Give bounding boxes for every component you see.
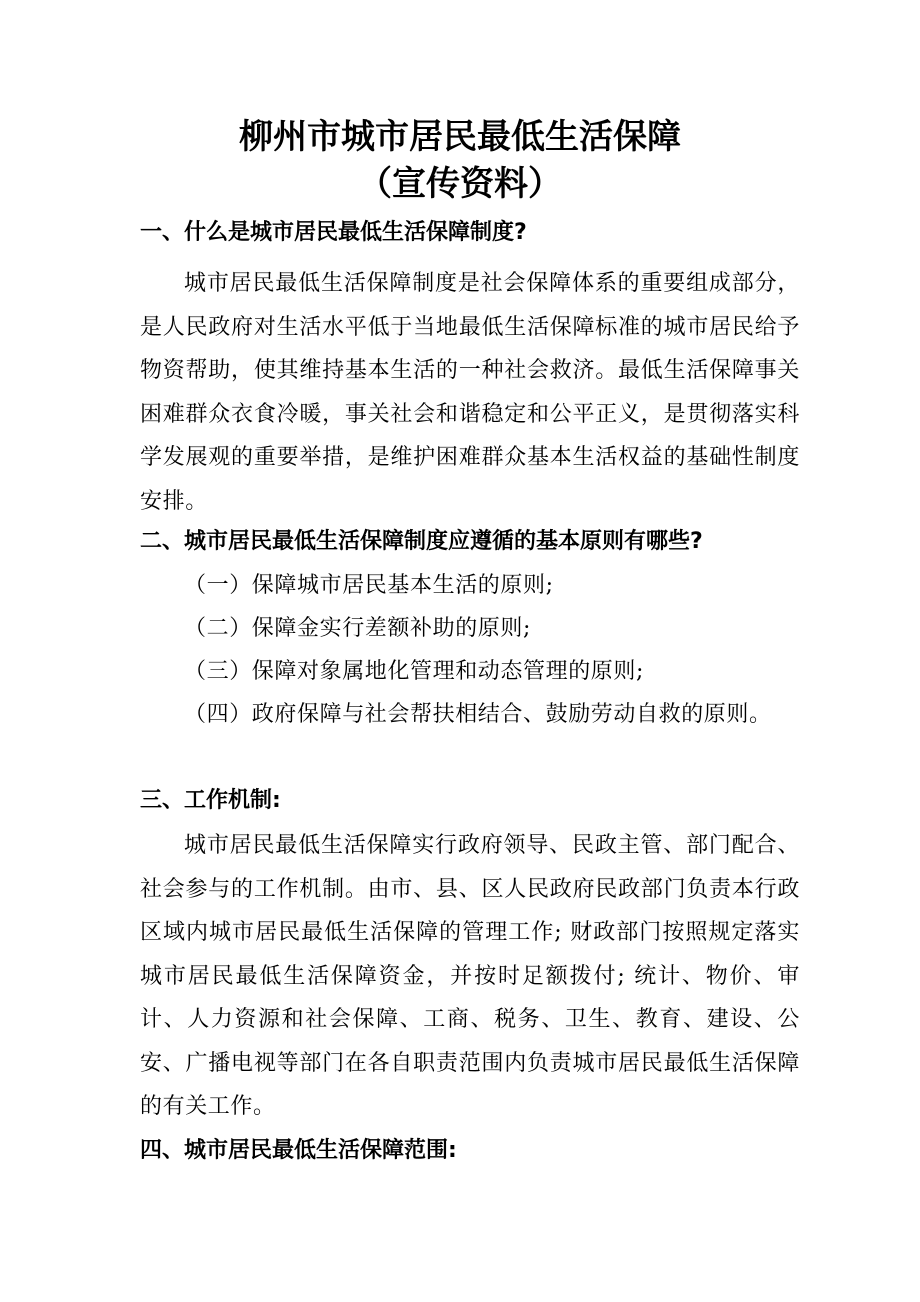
section-1-paragraph: 城市居民最低生活保障制度是社会保障体系的重要组成部分，是人民政府对生活水平低于当地最低生活保障标准的城市居民给予物资帮助，使其维持基本生活的一种社会救济。最低生活保障事关困难群众衣食冷暖，事关社会和谐稳定和公平正义，是贯彻落实科学发展观的重要举措，是维护困难群众基本生活权益的基础性制度安排。: [140, 271, 800, 514]
principle-item: （四）政府保障与社会帮扶相结合、鼓励劳动自救的原则。: [184, 702, 772, 727]
section-1-heading: 一、什么是城市居民最低生活保障制度?: [140, 220, 527, 245]
section-2-heading: 二、城市居民最低生活保障制度应遵循的基本原则有哪些?: [140, 529, 703, 554]
section-4-heading: 四、城市居民最低生活保障范围:: [140, 1138, 457, 1163]
principle-item: （一）保障城市居民基本生活的原则;: [184, 573, 554, 598]
section-3-heading: 三、工作机制:: [140, 788, 281, 813]
principle-item: （二）保障金实行差额补助的原则;: [184, 616, 532, 641]
section-3-paragraph: 城市居民最低生活保障实行政府领导、民政主管、部门配合、社会参与的工作机制。由市、县、区人民政府民政部门负责本行政区域内城市居民最低生活保障的管理工作; 财政部门按照规定落实城市居民最低生活保障资金，并按时足额拨付; 统计、物价、审计、人力资源和社会保障、工商、税务、卫生、教育、建设、公安、广播电视等部门在各自职责范围内负责城市居民最低生活保障的有关工作。: [140, 833, 800, 1119]
document-subtitle: （宣传资料）: [358, 164, 562, 204]
document-title: 柳州市城市居民最低生活保障: [239, 117, 681, 157]
principle-item: （三）保障对象属地化管理和动态管理的原则;: [184, 659, 645, 684]
